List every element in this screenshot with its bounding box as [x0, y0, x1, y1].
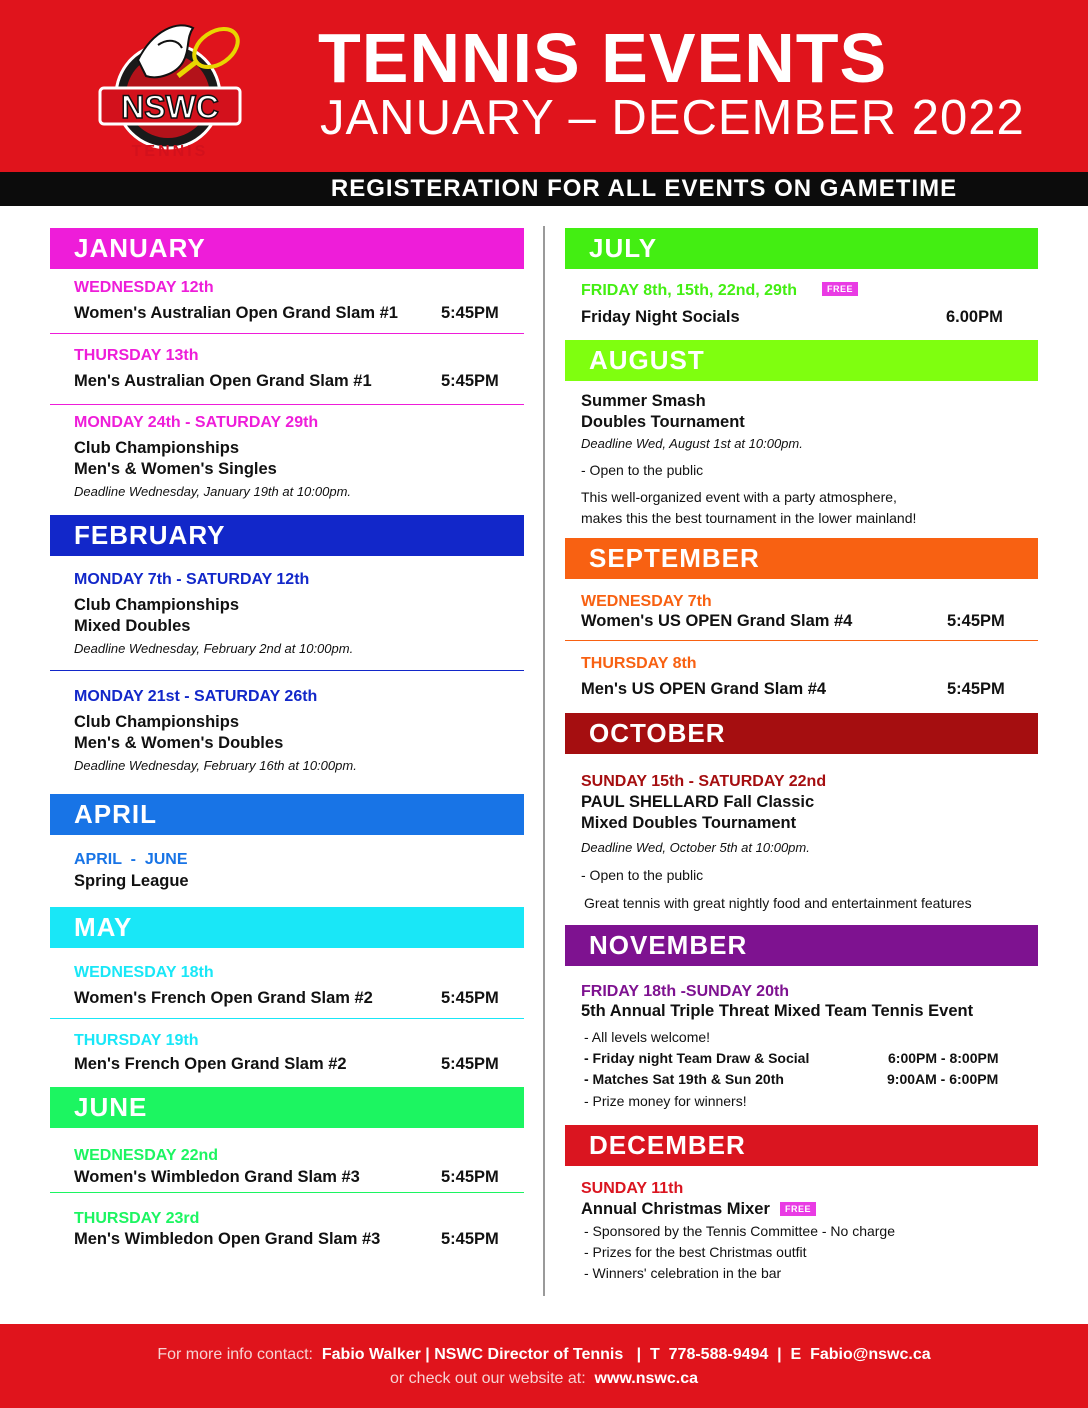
event-bullet: - Matches Sat 19th & Sun 20th — [584, 1071, 784, 1087]
event-time: 6.00PM — [946, 308, 1003, 326]
event-deadline: Deadline Wednesday, February 16th at 10:00pm. — [74, 758, 357, 773]
free-badge: FREE — [822, 282, 858, 296]
event-time: 5:45PM — [441, 1168, 499, 1186]
event-date: WEDNESDAY 18th — [74, 964, 214, 981]
event-name: Summer Smash — [581, 392, 706, 410]
event-bullet: - All levels welcome! — [584, 1029, 711, 1045]
event-bullet: - Friday night Team Draw & Social — [584, 1050, 810, 1066]
event-time: 5:45PM — [441, 1055, 499, 1073]
registration-text: REGISTERATION FOR ALL EVENTS ON GAMETIME — [330, 175, 958, 202]
event-name: Club Championships — [74, 439, 239, 457]
event-note: - Open to the public — [581, 867, 704, 883]
month-bar-october: OCTOBER — [565, 713, 1038, 754]
month-bar-may: MAY — [50, 907, 524, 948]
event-name: 5th Annual Triple Threat Mixed Team Tennis Event — [581, 1002, 974, 1020]
separator — [50, 404, 524, 405]
nswc-logo — [98, 10, 248, 162]
month-bar-august: AUGUST — [565, 340, 1038, 381]
event-description: makes this the best tournament in the lower mainland! — [581, 510, 917, 526]
event-description: This well-organized event with a party atmosphere, — [581, 489, 897, 505]
event-name: Friday Night Socials — [581, 308, 740, 326]
column-divider — [543, 226, 545, 1296]
month-bar-september: SEPTEMBER — [565, 538, 1038, 579]
event-name: Men's US OPEN Grand Slam #4 — [581, 680, 827, 698]
footer-lead: For more info contact: — [157, 1346, 313, 1363]
event-time: 5:45PM — [947, 680, 1005, 698]
event-name: Men's Australian Open Grand Slam #1 — [74, 372, 372, 390]
event-date: THURSDAY 8th — [581, 655, 697, 672]
footer-bar — [0, 1324, 1088, 1408]
logo-subtitle: TENNIS — [131, 143, 209, 160]
event-date: THURSDAY 13th — [74, 347, 199, 364]
event-time: 5:45PM — [441, 372, 499, 390]
event-name: Men's & Women's Doubles — [74, 734, 284, 752]
event-bullet: - Prize money for winners! — [584, 1093, 747, 1109]
event-time: 5:45PM — [441, 304, 499, 322]
event-date: FRIDAY 18th -SUNDAY 20th — [581, 983, 790, 1000]
event-date: WEDNESDAY 7th — [581, 593, 712, 610]
event-name: Men's French Open Grand Slam #2 — [74, 1055, 347, 1073]
month-bar-november: NOVEMBER — [565, 925, 1038, 966]
event-bullet: - Sponsored by the Tennis Committee - No charge — [584, 1223, 896, 1239]
free-badge: FREE — [780, 1202, 816, 1216]
page-title: TENNIS EVENTS — [318, 19, 888, 97]
page-subtitle: JANUARY – DECEMBER 2022 — [320, 91, 1025, 145]
separator — [50, 1192, 524, 1193]
event-name: Club Championships — [74, 713, 239, 731]
event-note: - Open to the public — [581, 462, 704, 478]
month-bar-february: FEBRUARY — [50, 515, 524, 556]
month-bar-july: JULY — [565, 228, 1038, 269]
footer-contact-line — [0, 1346, 1088, 1364]
event-date: THURSDAY 19th — [74, 1032, 199, 1049]
month-bar-june: JUNE — [50, 1087, 524, 1128]
event-name: Women's French Open Grand Slam #2 — [74, 989, 373, 1007]
month-bar-april: APRIL — [50, 794, 524, 835]
event-bullet: - Prizes for the best Christmas outfit — [584, 1244, 807, 1260]
event-name: Mixed Doubles — [74, 617, 191, 635]
event-name: Men's & Women's Singles — [74, 460, 277, 478]
event-date: SUNDAY 11th — [581, 1180, 684, 1197]
footer-contact[interactable]: Fabio Walker | NSWC Director of Tennis | T 778-588-9494 | E Fabio@nswc.ca — [321, 1346, 931, 1363]
event-date: FRIDAY 8th, 15th, 22nd, 29th — [581, 282, 798, 299]
separator — [50, 1018, 524, 1019]
event-date: THURSDAY 23rd — [74, 1210, 200, 1227]
event-description: Great tennis with great nightly food and entertainment features — [584, 895, 972, 911]
event-date: MONDAY 21st - SATURDAY 26th — [74, 688, 318, 705]
website-link[interactable]: www.nswc.ca — [594, 1370, 698, 1387]
event-name: Spring League — [74, 872, 189, 890]
event-date: APRIL - JUNE — [74, 851, 188, 868]
event-time: 6:00PM - 8:00PM — [888, 1050, 999, 1066]
event-name: Men's Wimbledon Open Grand Slam #3 — [74, 1230, 381, 1248]
footer-lead-website: or check out our website at: — [390, 1370, 586, 1387]
event-name: Women's Wimbledon Grand Slam #3 — [74, 1168, 360, 1186]
event-name: Annual Christmas Mixer — [581, 1200, 770, 1218]
separator — [50, 670, 524, 671]
event-name: PAUL SHELLARD Fall Classic — [581, 793, 815, 811]
logo-wordmark: NSWC — [121, 89, 219, 125]
event-deadline: Deadline Wednesday, January 19th at 10:00pm. — [74, 484, 352, 499]
event-time: 5:45PM — [441, 989, 499, 1007]
event-time: 5:45PM — [947, 612, 1005, 630]
event-name: Club Championships — [74, 596, 239, 614]
event-name: Women's US OPEN Grand Slam #4 — [581, 612, 853, 630]
footer-website-line — [0, 1370, 1088, 1388]
event-deadline: Deadline Wednesday, February 2nd at 10:00pm. — [74, 641, 354, 656]
separator — [565, 640, 1038, 641]
event-name: Women's Australian Open Grand Slam #1 — [74, 304, 398, 322]
event-date: MONDAY 24th - SATURDAY 29th — [74, 414, 319, 431]
event-deadline: Deadline Wed, August 1st at 10:00pm. — [581, 436, 803, 451]
event-name: Doubles Tournament — [581, 413, 745, 431]
event-time: 5:45PM — [441, 1230, 499, 1248]
event-date: MONDAY 7th - SATURDAY 12th — [74, 571, 310, 588]
event-date: SUNDAY 15th - SATURDAY 22nd — [581, 773, 827, 790]
month-bar-january: JANUARY — [50, 228, 524, 269]
event-date: WEDNESDAY 22nd — [74, 1147, 219, 1164]
event-deadline: Deadline Wed, October 5th at 10:00pm. — [581, 840, 810, 855]
event-date: WEDNESDAY 12th — [74, 279, 214, 296]
month-bar-december: DECEMBER — [565, 1125, 1038, 1166]
event-name: Mixed Doubles Tournament — [581, 814, 797, 832]
separator — [50, 333, 524, 334]
event-time: 9:00AM - 6:00PM — [887, 1071, 999, 1087]
event-bullet: - Winners' celebration in the bar — [584, 1265, 782, 1281]
